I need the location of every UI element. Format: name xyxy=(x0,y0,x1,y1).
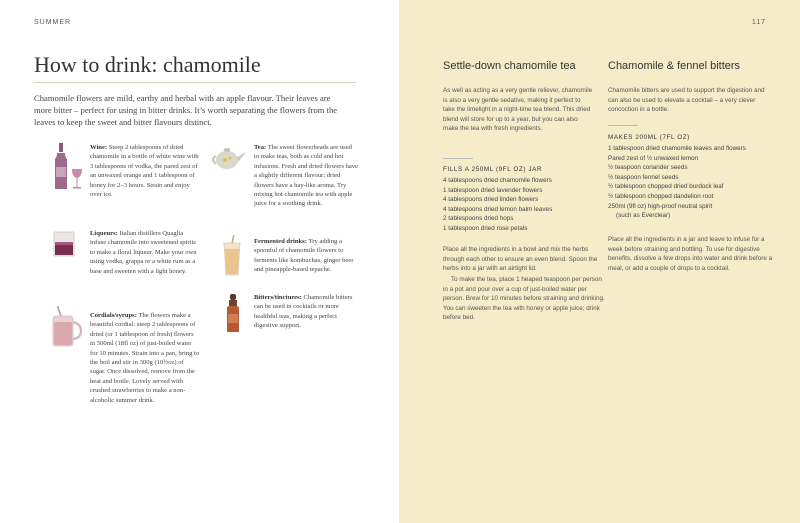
fermented-item xyxy=(254,237,358,275)
wine-text: Steep 2 tablespoons of dried chamomile in a bottle of white wine with 3 tablespoons of vodka, the pared zest of an unwaxed orange and 1 tablespoon of honey for 2–3 hours. Strain and enjoy over ice. xyxy=(90,144,199,199)
right-page xyxy=(399,0,800,523)
ingredient-item: (such as Everclear) xyxy=(616,212,671,220)
bitters-divider xyxy=(608,125,638,126)
tea-method-2: To make the tea, place 1 heaped teaspoon per person in a pot and pour over a cup of just-boiled water per person. Brew for 10 minutes before straining and drinking. You can sweeten the tea with honey or apple juice; drink before bed. xyxy=(443,276,605,322)
tea-ingredients xyxy=(443,176,603,234)
ingredient-item: 1 tablespoon dried rose petals xyxy=(443,224,528,232)
left-page xyxy=(0,0,399,523)
liqueurs-item xyxy=(90,229,200,276)
bitters-ingredients xyxy=(608,144,783,221)
bitters-method: Place all the ingredients in a jar and leave to infuse for a week before straining and bottling. To use for digestive benefits, dissolve a few drops into water and drink before a meal, or add a couple of drops to a cocktail. xyxy=(608,236,773,272)
liqueur-glass-icon xyxy=(52,230,76,258)
ingredient-item: ½ teaspoon coriander seeds xyxy=(608,164,688,172)
ingredient-item: 4 tablespoons dried chamomile flowers xyxy=(443,177,552,184)
ingredient-item: 1 tablespoon dried lavender flowers xyxy=(443,186,543,194)
wine-item xyxy=(90,143,200,199)
bitters-item xyxy=(254,293,358,331)
ingredient-item: 250ml (9fl oz) high-proof neutral spirit xyxy=(608,202,713,210)
title-divider xyxy=(34,82,356,83)
wine-bottle-and-glass-icon xyxy=(52,143,86,191)
bitters-text: Chamomile bitters can be used in cocktails or more healthful teas, making a perfect digestive support. xyxy=(254,294,353,330)
ingredient-item: 1 tablespoon dried chamomile leaves and flowers xyxy=(608,145,746,152)
tea-recipe-intro: As well as acting as a very gentle reliever, chamomile is also a very gentle sedative, making it perfect to take the limelight in a night-time tea blend. This dried blend will store for up to a year, but you can also make the tea with fresh ingredients. xyxy=(443,87,593,133)
ingredient-item: 2 tablespoons dried hops xyxy=(443,215,514,223)
ingredient-item: Pared zest of ½ unwaxed lemon xyxy=(608,154,698,162)
tea-divider xyxy=(443,158,473,159)
page-number: 117 xyxy=(751,19,766,26)
fermented-text: Try adding a spoonful of chamomile flowers to ferments like kombuchas, ginger beer and pineapple-based tepache. xyxy=(254,238,354,274)
ingredient-item: ½ tablespoon chopped dried burdock leaf xyxy=(608,183,724,191)
ingredient-item: 4 tablespoons dried linden flowers xyxy=(443,196,539,204)
cordials-text: The flowers make a beautiful cordial: steep 2 tablespoons of dried (or 1 tablespoon of fresh) flowers in 500ml (18fl oz) of just-boiled water for 10 minutes. Strain into a pan, bring to the boil and stir in 300g (10½oz) of sugar. Once dissolved, remove from the heat and bottle. Lovely served with crushed strawberries to make a non-alcoholic summer drink. xyxy=(90,312,200,404)
bitters-recipe-intro: Chamomile bitters are used to support the digestion and can also be used to elevate a cocktail – a very clever concoction in a bottle. xyxy=(608,87,765,114)
cordials-item xyxy=(90,311,200,405)
tea-heading: Tea: xyxy=(254,144,267,151)
cordials-heading: Cordials/syrups: xyxy=(90,312,137,319)
bitters-recipe-title: Chamomile & fennel bitters xyxy=(608,60,741,72)
tea-item xyxy=(254,143,358,209)
tea-text: The sweet flowerheads are used to make teas, both as cold and hot infusions. Fresh and dried flowers have a slightly different flavour; dried flowers have a hay-like aroma. Try mixing hot chamomile tea with apple juice for a soothing drink. xyxy=(254,144,359,208)
liqueurs-text: Italian distillers Quaglia infuse chamomile into sweetened spirits to make a floral liqueur. Make your own using vodka, grappa or a white rum as a base and sweeten with a light honey. xyxy=(90,230,197,275)
fermented-heading: Fermented drinks: xyxy=(254,238,307,245)
ingredient-item: ½ tablespoon chopped dandelion root xyxy=(608,192,714,200)
ingredient-item: 4 tablespoons dried lemon balm leaves xyxy=(443,205,553,213)
bitters-yield: MAKES 200ML (7FL OZ) xyxy=(608,134,690,141)
dropper-bottle-icon xyxy=(224,294,242,334)
fermented-drink-glass-icon xyxy=(222,235,242,277)
jar-mug-with-straw-icon xyxy=(50,306,82,348)
intro-paragraph: Chamomile flowers are mild, earthy and herbal with an apple flavour. Their leaves are more bitter – perfect for using in bitter drinks. It’s worth separating the flowers from the leaves to keep the sweet and bitter flavours distinct. xyxy=(34,93,338,128)
wine-heading: Wine: xyxy=(90,144,108,151)
tea-yield: FILLS A 250ML (9FL OZ) JAR xyxy=(443,166,543,173)
liqueurs-heading: Liqueurs: xyxy=(90,230,118,237)
teapot-icon xyxy=(209,145,249,171)
tea-method-1: Place all the ingredients in a bowl and mix the herbs through each other to ensure an even blend. Spoon the herbs into a jar with an airtight lid. xyxy=(443,246,598,273)
section-label: SUMMER xyxy=(34,19,72,26)
page-title: How to drink: chamomile xyxy=(34,52,261,77)
ingredient-item: ½ teaspoon fennel seeds xyxy=(608,173,679,181)
bitters-heading: Bitters/tinctures: xyxy=(254,294,302,301)
tea-recipe-title: Settle-down chamomile tea xyxy=(443,60,576,72)
